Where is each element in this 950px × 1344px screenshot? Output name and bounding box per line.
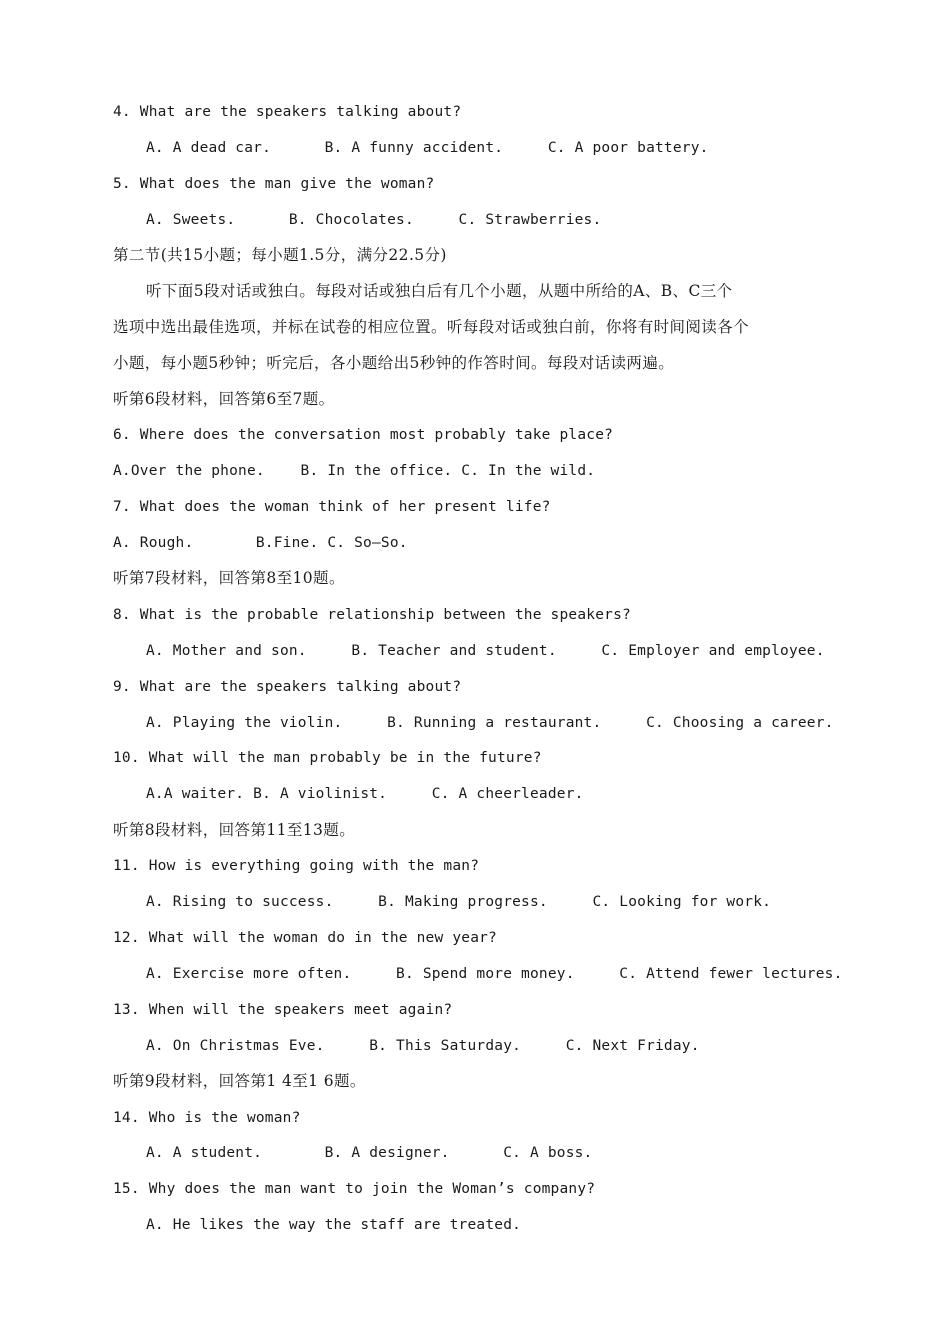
question-6: 6. Where does the conversation most probably take place?	[113, 427, 614, 443]
question-13-options: A. On Christmas Eve. B. This Saturday. C. Next Friday.	[146, 1038, 700, 1054]
question-10-options: A.A waiter. B. A violinist. C. A cheerleader.	[146, 786, 584, 802]
question-12-options: A. Exercise more often. B. Spend more money. C. Attend fewer lectures.	[146, 966, 843, 982]
question-4: 4. What are the speakers talking about?	[113, 104, 462, 120]
question-9-options: A. Playing the violin. B. Running a restaurant. C. Choosing a career.	[146, 715, 834, 731]
question-4-options: A. A dead car. B. A funny accident. C. A poor battery.	[146, 140, 709, 156]
question-11: 11. How is everything going with the man?	[113, 858, 480, 874]
question-5-options: A. Sweets. B. Chocolates. C. Strawberries.	[146, 212, 602, 228]
material-8-heading: 听第8段材料，回答第11至13题。	[113, 821, 356, 839]
question-13: 13. When will the speakers meet again?	[113, 1002, 453, 1018]
question-6-options: A.Over the phone. B. In the office. C. In the wild.	[113, 463, 596, 479]
question-8: 8. What is the probable relationship between the speakers?	[113, 607, 631, 623]
question-9: 9. What are the speakers talking about?	[113, 679, 462, 695]
question-7: 7. What does the woman think of her present life?	[113, 499, 551, 515]
material-6-heading: 听第6段材料，回答第6至7题。	[113, 390, 335, 408]
instructions-line-3: 小题，每小题5秒钟；听完后，各小题给出5秒钟的作答时间。每段对话读两遍。	[113, 354, 675, 372]
question-14: 14. Who is the woman?	[113, 1110, 301, 1126]
instructions-line-2: 选项中选出最佳选项，并标在试卷的相应位置。听每段对话或独白前，你将有时间阅读各个	[113, 318, 750, 336]
material-7-heading: 听第7段材料，回答第8至10题。	[113, 569, 345, 587]
question-5: 5. What does the man give the woman?	[113, 176, 435, 192]
question-12: 12. What will the woman do in the new year?	[113, 930, 497, 946]
question-15: 15. Why does the man want to join the Woman’s company?	[113, 1181, 596, 1197]
question-10: 10. What will the man probably be in the future?	[113, 750, 542, 766]
question-8-options: A. Mother and son. B. Teacher and student. C. Employer and employee.	[146, 643, 825, 659]
question-15-option-a: A. He likes the way the staff are treated.	[146, 1217, 522, 1233]
material-9-heading: 听第9段材料，回答第1 4至1 6题。	[113, 1072, 366, 1090]
section-heading: 第二节(共15小题；每小题1.5分，满分22.5分)	[113, 246, 447, 264]
question-11-options: A. Rising to success. B. Making progress. C. Looking for work.	[146, 894, 772, 910]
question-14-options: A. A student. B. A designer. C. A boss.	[146, 1145, 593, 1161]
instructions-line-1: 听下面5段对话或独白。每段对话或独白后有几个小题，从题中所给的A、B、C三个	[146, 282, 733, 300]
question-7-options: A. Rough. B.Fine. C. So—So.	[113, 535, 408, 551]
